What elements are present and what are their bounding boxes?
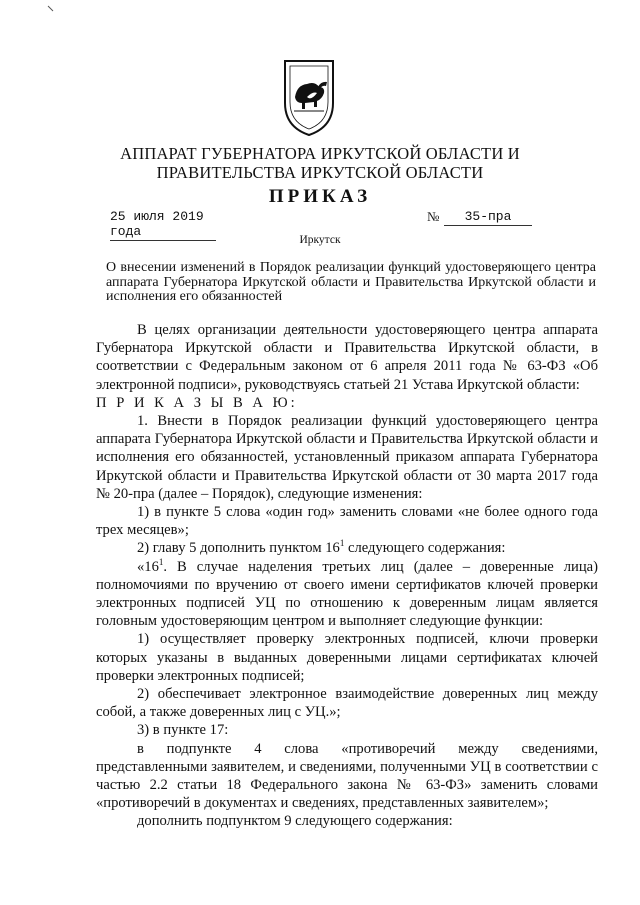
subitem-2-text: 2) главу 5 дополнить пунктом 16 (137, 540, 340, 557)
subitem-2-text-end: следующего содержания: (344, 540, 506, 557)
function-1-paragraph: 1) осуществляет проверку электронных подписей, ключи проверки которых указаны в выданных доверенными лицами сертификатах ключей проверки электронных подписей; (96, 631, 598, 684)
document-number: 35-пра (444, 209, 532, 226)
document-date: 25 июля 2019 года (110, 209, 216, 241)
superscript: 1 (339, 538, 345, 549)
order-word: П Р И К А З Ы В А Ю: (96, 394, 298, 411)
document-subject: О внесении изменений в Порядок реализации функций удостоверяющего центра аппарата Губернатора Иркутской области и Правительства Иркутской области и исполнения его обязанностей (106, 260, 596, 304)
coat-of-arms-emblem (281, 57, 337, 137)
subitem-3-text-paragraph: в подпункте 4 слова «противоречий между сведениями, представленными заявителем, и сведениями, полученными УЦ в соответствии с частью 2.2 статьи 18 Федерального закона № 63-ФЗ» заменить словами «противоречий в документах и сведениях, представленных заявителем»; (96, 740, 598, 812)
quote-text: . В случае наделения третьих лиц (далее – доверенные лица) полномочиями по вручению от своего имени сертификатов ключей проверки электронных подписей УЦ по отношению к доверенным лицам является головным удостоверяющим центром и выполняет следующие функции: (96, 558, 598, 630)
preamble-paragraph: В целях организации деятельности удостоверяющего центра аппарата Губернатора Иркутской области и Правительства Иркутской области, в соответствии с Федеральным законом от 6 апреля 2011 года № 63-ФЗ «Об электронной подписи», руководствуясь статьей 21 Устава Иркутской области: (96, 322, 598, 393)
scan-mark-icon (46, 4, 56, 14)
document-type-title: ПРИКАЗ (268, 186, 372, 207)
function-2-paragraph: 2) обеспечивает электронное взаимодействие доверенных лиц между собой, а также доверенных лиц с УЦ.»; (96, 686, 598, 721)
superscript: 1 (158, 556, 164, 567)
issue-city: Иркутск (299, 234, 341, 246)
subitem-3-paragraph: 3) в пункте 17: (137, 722, 229, 739)
document-body (96, 321, 598, 831)
quote-number: «16 (137, 558, 159, 575)
item-1-paragraph: 1. Внести в Порядок реализации функций удостоверяющего центра аппарата Губернатора Иркутской области и Правительства Иркутской области и исполнения его обязанностей, установленный приказом аппарата Губернатора Иркутской области и Правительства Иркутской области от 30 марта 2017 года № 20-пра (далее – Порядок), следующие изменения: (96, 413, 598, 502)
number-sign: № (427, 209, 440, 224)
subitem-2-paragraph (96, 539, 598, 557)
subitem-1-paragraph: 1) в пункте 5 слова «один год» заменить словами «не более одного года трех месяцев»; (96, 504, 598, 539)
organization-name-line2: ПРАВИТЕЛЬСТВА ИРКУТСКОЙ ОБЛАСТИ (156, 163, 484, 182)
quote-16-1-paragraph (96, 558, 598, 631)
last-paragraph: дополнить подпунктом 9 следующего содержания: (137, 813, 453, 830)
organization-name-line1: АППАРАТ ГУБЕРНАТОРА ИРКУТСКОЙ ОБЛАСТИ И (120, 144, 520, 163)
